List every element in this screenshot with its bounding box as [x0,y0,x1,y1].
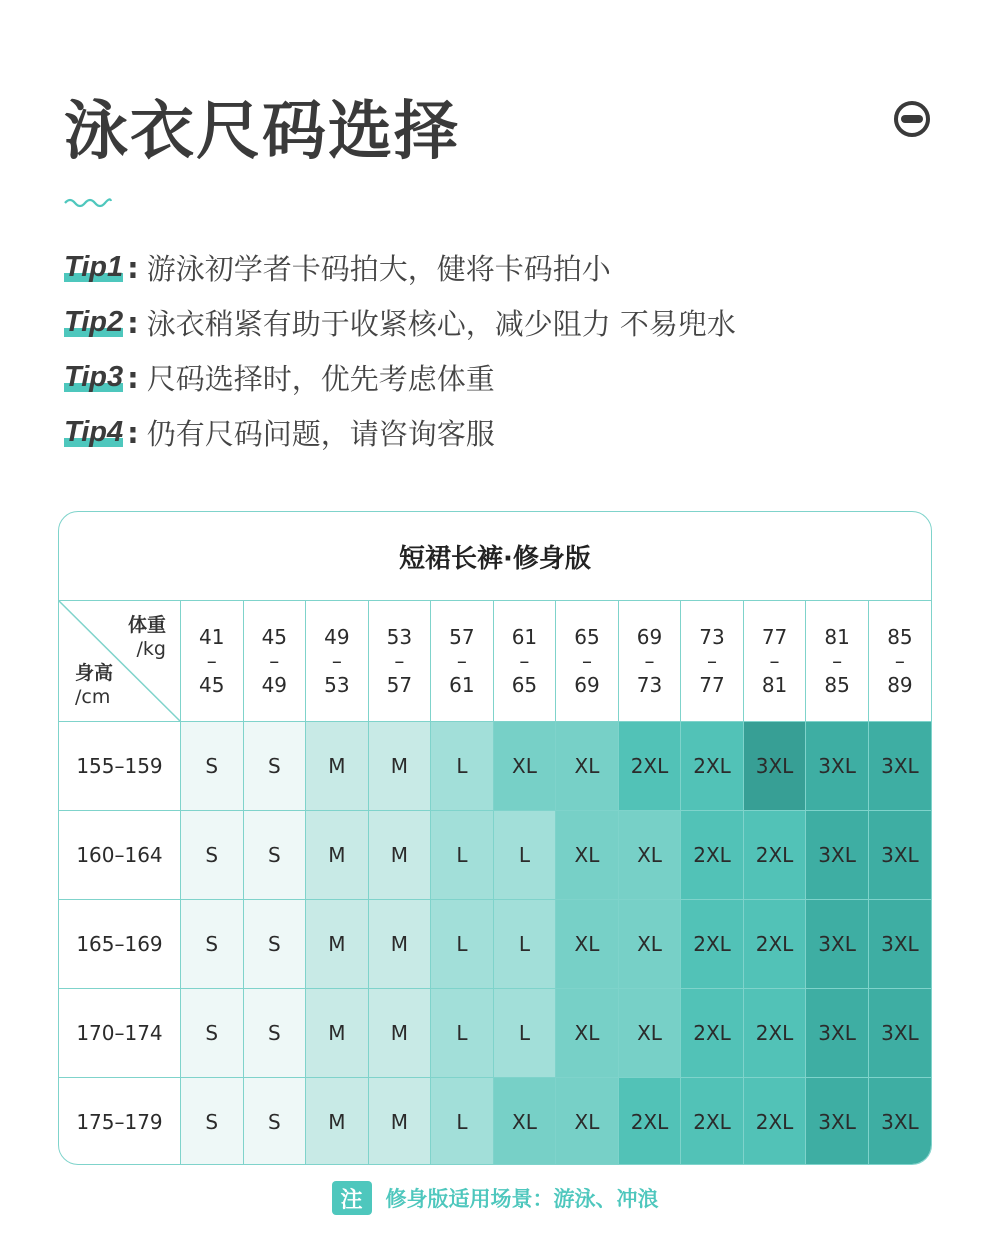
size-table [59,601,931,1165]
note-text: 修身版适用场景：游泳、冲浪 [385,1187,659,1211]
weight-from: 85 [887,625,913,649]
weight-dash: – [331,649,342,673]
size-cell: M [368,811,431,900]
size-cell: S [243,1078,306,1166]
weight-dash: – [269,649,280,673]
height-range: 155–159 [59,722,181,811]
weight-header [368,601,431,722]
table-row [59,811,931,900]
weight-from: 45 [261,625,288,649]
weight-header [556,601,619,722]
size-cell: 2XL [743,811,806,900]
weight-to: 77 [699,673,725,697]
size-cell: L [431,1078,494,1166]
size-cell: S [181,989,244,1078]
weight-to: 61 [449,673,475,697]
size-cell: L [493,811,556,900]
size-cell: S [243,989,306,1078]
size-cell: 3XL [806,900,869,989]
size-chart-title: 短裙长裤·修身版 [59,512,931,601]
weight-header [681,601,744,722]
size-cell: XL [556,1078,619,1166]
size-cell: L [431,989,494,1078]
weight-header [618,601,681,722]
size-cell: XL [618,989,681,1078]
tip-item: Tip4 : 仍有尺码问题，请咨询客服 [64,405,736,460]
size-cell: XL [556,989,619,1078]
tip-key: Tip2 [64,306,124,338]
size-cell: XL [493,722,556,811]
size-cell: M [368,900,431,989]
size-cell: 3XL [743,722,806,811]
size-cell: L [493,989,556,1078]
weight-dash: – [707,649,718,673]
weight-to: 49 [261,673,288,697]
weight-dash: – [894,649,905,673]
weight-dash: – [519,649,530,673]
size-cell: M [306,722,369,811]
size-cell: 2XL [618,1078,681,1166]
weight-dash: – [769,649,780,673]
size-cell: L [493,900,556,989]
weight-from: 57 [449,625,475,649]
table-corner [59,601,181,722]
size-cell: M [368,1078,431,1166]
weight-to: 45 [199,673,225,697]
size-cell: S [243,811,306,900]
weight-header [243,601,306,722]
weight-dash: – [394,649,405,673]
tip-item: Tip1 : 游泳初学者卡码拍大，健将卡码拍小 [64,240,736,295]
page-title: 泳衣尺码选择 [64,95,460,169]
size-cell: 3XL [868,1078,931,1166]
size-cell: M [306,1078,369,1166]
size-cell: S [243,900,306,989]
size-cell: S [181,722,244,811]
weight-from: 73 [699,625,725,649]
size-cell: 3XL [806,722,869,811]
weight-header [806,601,869,722]
size-cell: XL [493,1078,556,1166]
tip-item: Tip2 : 泳衣稍紧有助于收紧核心，减少阻力 不易兜水 [64,295,736,350]
table-row [59,1078,931,1166]
size-cell: 2XL [681,1078,744,1166]
weight-to: 81 [761,673,788,697]
tip-text: 游泳初学者卡码拍大，健将卡码拍小 [146,252,611,286]
table-row [59,900,931,989]
weight-header [181,601,244,722]
note-badge: 注 [332,1181,372,1215]
weight-from: 81 [824,625,850,649]
tip-key: Tip3 [64,361,124,393]
size-cell: 3XL [806,1078,869,1166]
weight-to: 65 [511,673,538,697]
weight-dash: – [581,649,592,673]
tips-list [64,240,736,460]
size-cell: L [431,900,494,989]
tip-item: Tip3 : 尺码选择时，优先考虑体重 [64,350,736,405]
height-range: 165–169 [59,900,181,989]
weight-header [868,601,931,722]
size-cell: 2XL [681,722,744,811]
size-cell: 3XL [806,989,869,1078]
weight-header [743,601,806,722]
size-cell: S [181,811,244,900]
size-cell: L [431,811,494,900]
table-row [59,989,931,1078]
size-cell: XL [618,811,681,900]
size-cell: 3XL [868,811,931,900]
swim-goggles-icon [893,100,931,138]
size-cell: 3XL [868,722,931,811]
wave-icon [64,194,112,208]
size-cell: XL [556,811,619,900]
size-cell: M [306,989,369,1078]
note [0,1181,990,1215]
weight-axis-label: 体重 /kg [127,614,166,660]
weight-dash: – [456,649,467,673]
size-cell: S [181,900,244,989]
size-cell: M [368,722,431,811]
size-cell: 3XL [868,900,931,989]
weight-from: 65 [574,625,600,649]
size-cell: M [368,989,431,1078]
weight-to: 69 [574,673,600,697]
size-cell: 2XL [681,811,744,900]
size-cell: XL [618,900,681,989]
height-range: 160–164 [59,811,181,900]
weight-from: 53 [386,625,413,649]
weight-to: 53 [324,673,350,697]
size-cell: 2XL [743,1078,806,1166]
size-cell: XL [556,900,619,989]
height-range: 175–179 [59,1078,181,1166]
weight-from: 49 [324,625,350,649]
height-range: 170–174 [59,989,181,1078]
weight-to: 85 [824,673,850,697]
weight-dash: – [644,649,655,673]
weight-from: 41 [199,625,225,649]
size-cell: 3XL [806,811,869,900]
weight-to: 73 [636,673,663,697]
size-cell: 2XL [743,900,806,989]
size-cell: M [306,811,369,900]
height-axis-label: 身高 /cm [75,662,114,708]
size-cell: L [431,722,494,811]
weight-from: 77 [761,625,788,649]
weight-header [431,601,494,722]
weight-from: 69 [636,625,663,649]
tip-text: 泳衣稍紧有助于收紧核心，减少阻力 不易兜水 [146,307,736,341]
table-row [59,722,931,811]
weight-dash: – [206,649,217,673]
tip-key: Tip1 [64,251,124,283]
size-cell: M [306,900,369,989]
size-cell: 2XL [618,722,681,811]
weight-to: 89 [887,673,913,697]
tip-text: 尺码选择时，优先考虑体重 [146,362,495,396]
size-cell: XL [556,722,619,811]
size-chart [58,511,932,1165]
size-cell: S [181,1078,244,1166]
weight-dash: – [832,649,843,673]
weight-header [306,601,369,722]
size-cell: 2XL [681,900,744,989]
size-cell: 2XL [743,989,806,1078]
size-cell: 2XL [681,989,744,1078]
size-cell: S [243,722,306,811]
weight-from: 61 [511,625,538,649]
weight-to: 57 [386,673,413,697]
tip-text: 仍有尺码问题，请咨询客服 [146,417,495,451]
tip-key: Tip4 [64,416,124,448]
weight-header [493,601,556,722]
size-cell: 3XL [868,989,931,1078]
